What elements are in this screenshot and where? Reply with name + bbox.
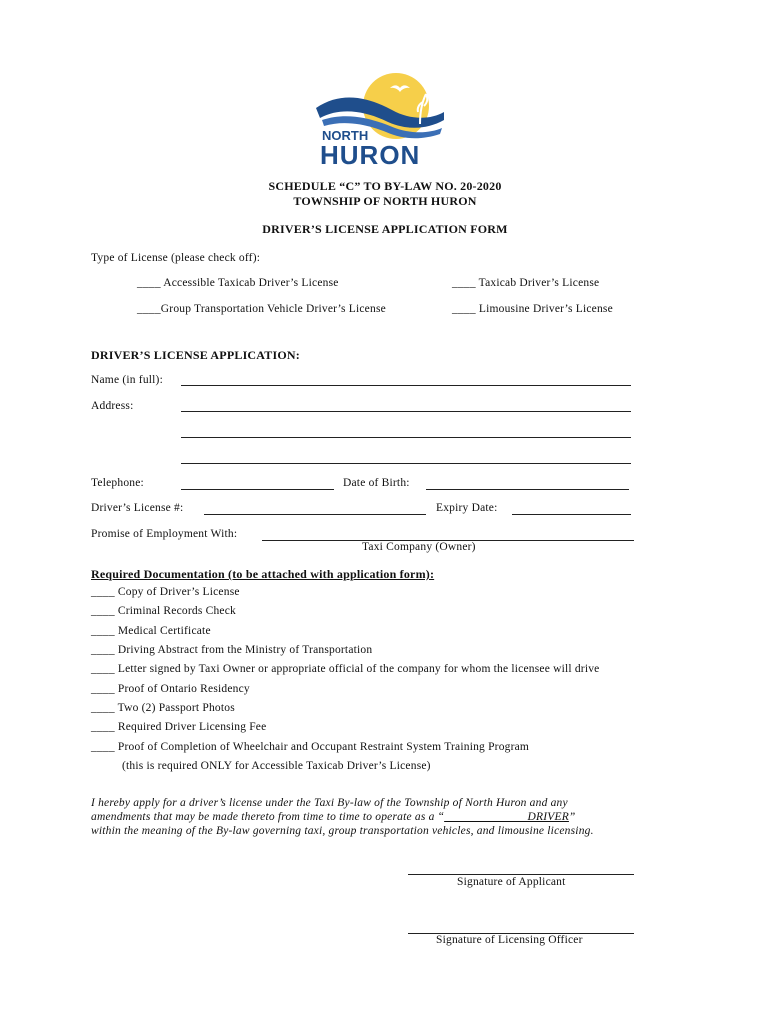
declaration-line-2	[91, 811, 576, 823]
officer-signature-label: Signature of Licensing Officer	[436, 934, 583, 946]
schedule-title: SCHEDULE “C” TO BY-LAW NO. 20-2020	[268, 179, 502, 193]
license-number-label: Driver’s License #:	[91, 502, 184, 514]
doc-item-licensing-fee[interactable]: ____ Required Driver Licensing Fee	[91, 721, 267, 733]
documentation-heading: Required Documentation (to be attached with application form):	[91, 567, 435, 581]
dob-label: Date of Birth:	[343, 477, 410, 489]
expiry-label: Expiry Date:	[436, 502, 498, 514]
doc-item-driving-abstract[interactable]: ____ Driving Abstract from the Ministry of Transportation	[91, 644, 373, 656]
option-accessible-taxicab[interactable]: ____ Accessible Taxicab Driver’s License	[137, 277, 339, 289]
form-title: DRIVER’S LICENSE APPLICATION FORM	[262, 222, 508, 236]
employment-caption: Taxi Company (Owner)	[362, 541, 476, 553]
doc-item-copy-license[interactable]: ____ Copy of Driver’s License	[91, 586, 240, 598]
doc-item-ontario-residency[interactable]: ____ Proof of Ontario Residency	[91, 683, 250, 695]
application-heading: DRIVER’S LICENSE APPLICATION:	[91, 348, 300, 362]
doc-item-passport-photos[interactable]: ____ Two (2) Passport Photos	[91, 702, 235, 714]
address-field-line-2[interactable]	[181, 437, 631, 438]
name-field[interactable]	[181, 385, 631, 386]
declaration-line-2-prefix: amendments that may be made thereto from time to time to operate as a “	[91, 811, 445, 823]
license-number-field[interactable]	[204, 514, 426, 515]
logo-line-north: NORTH	[322, 128, 369, 143]
name-label: Name (in full):	[91, 374, 163, 386]
declaration-line-3: within the meaning of the By-law governing taxi, group transportation vehicles, and limousine licensing.	[91, 825, 594, 837]
option-taxicab[interactable]: ____ Taxicab Driver’s License	[452, 277, 600, 289]
doc-item-criminal-records[interactable]: ____ Criminal Records Check	[91, 605, 236, 617]
applicant-signature-label: Signature of Applicant	[457, 876, 566, 888]
applicant-signature-field[interactable]	[408, 874, 634, 875]
address-label: Address:	[91, 400, 134, 412]
employment-label: Promise of Employment With:	[91, 528, 238, 540]
declaration-driver-field[interactable]: ______________DRIVER	[444, 811, 569, 823]
doc-item-note: (this is required ONLY for Accessible Taxicab Driver’s License)	[122, 760, 431, 772]
doc-item-medical-certificate[interactable]: ____ Medical Certificate	[91, 625, 211, 637]
telephone-label: Telephone:	[91, 477, 144, 489]
license-type-prompt: Type of License (please check off):	[91, 252, 261, 264]
address-field-line-1[interactable]	[181, 411, 631, 412]
telephone-field[interactable]	[181, 489, 334, 490]
declaration-line-1: I hereby apply for a driver’s license under the Taxi By-law of the Township of North Huron and any	[91, 797, 568, 809]
option-limousine[interactable]: ____ Limousine Driver’s License	[452, 303, 613, 315]
north-huron-logo	[312, 68, 452, 168]
logo-graphic	[312, 68, 452, 168]
expiry-field[interactable]	[512, 514, 631, 515]
address-field-line-3[interactable]	[181, 463, 631, 464]
option-group-transportation[interactable]: ____Group Transportation Vehicle Driver’s License	[137, 303, 386, 315]
declaration-line-2-suffix: ”	[568, 811, 576, 823]
dob-field[interactable]	[426, 489, 629, 490]
township-title: TOWNSHIP OF NORTH HURON	[293, 194, 477, 208]
logo-line-huron: HURON	[320, 140, 421, 168]
doc-item-wheelchair-training[interactable]: ____ Proof of Completion of Wheelchair and Occupant Restraint System Training Program	[91, 741, 530, 753]
doc-item-owner-letter[interactable]: ____ Letter signed by Taxi Owner or appropriate official of the company for whom the licensee will drive	[91, 663, 600, 675]
